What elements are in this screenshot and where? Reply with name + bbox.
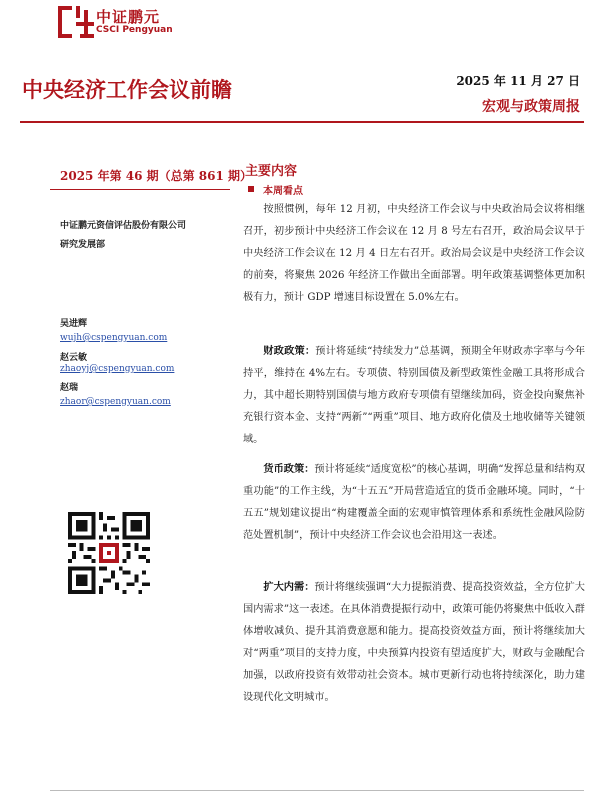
qr-code-icon [68, 512, 150, 594]
monetary-paragraph [243, 458, 585, 547]
fiscal-paragraph [243, 340, 585, 451]
company-logo-icon [58, 4, 94, 40]
brand-name: 中证鹏元 [96, 8, 161, 26]
department-name: 研究发展部 [60, 240, 106, 250]
fiscal-text: 预计将延续“持续发力”总基调，预期全年财政赤字率与今年持平，维持在 4%左右。专项债、特别国债及新型政策性金融工具将形成合力，其中超长期特别国债与地方政府专项债有望继续加码，资金投向聚焦补充银行资本金、支持“两新”“两重”项目、地方政府化债及土地收储等关键领域。 [243, 346, 586, 445]
issue-divider [50, 189, 230, 190]
demand-paragraph [243, 576, 585, 709]
issue-number: 2025 年第 46 期（总第 861 期） [60, 169, 253, 183]
fiscal-lead: 财政政策： [263, 345, 316, 357]
demand-text: 预计将继续强调“大力提振消费、提高投资效益，全方位扩大国内需求”这一表述。在具体消费提振行动中，政策可能仍将聚焦中低收入群体增收减负、提升其消费意愿和能力。提高投资效益方面，预计将继续加大对“两重”项目的支持力度，中央预算内投资有望适度扩大，财政与金融配合加强，以政府投资有效带动社会资本。城市更新行动也将持续深化，助力建设现代化文明城市。 [243, 582, 585, 703]
monetary-lead: 货币政策： [263, 463, 315, 475]
author-name: 吴进辉 [60, 319, 88, 329]
footer-divider [50, 790, 584, 791]
author-name: 赵瑞 [60, 383, 79, 393]
report-series: 宏观与政策周报 [482, 99, 580, 115]
main-heading: 主要内容 [245, 164, 298, 179]
company-name: 中证鹏元资信评估股份有限公司 [60, 221, 187, 231]
header-divider [20, 121, 584, 123]
demand-lead: 扩大内需： [263, 581, 315, 593]
report-title: 中央经济工作会议前瞻 [22, 78, 232, 102]
section-label: 本周看点 [263, 186, 303, 197]
author-email-link[interactable]: wujh@cspengyuan.com [60, 333, 168, 343]
author-email-link[interactable]: zhaor@cspengyuan.com [60, 397, 171, 407]
author-name: 赵云敏 [60, 353, 88, 363]
intro-paragraph: 按照惯例，每年 12 月初，中央经济工作会议与中央政治局会议将相继召开，初步预计中央经济工作会议在 12 月 8 号左右召开，政治局会议早于中央经济工作会议在 12 月 4 日左右召开。政治局会议是中央经济工作会议的前奏，将聚焦 2026 年经济工作做出全面部署。明年政策基调整体更加积极有力，预计 GDP 增速目标设置在 5.0%左右。 [243, 204, 585, 303]
monetary-text: 预计将延续“适度宽松”的核心基调，明确“发挥总量和结构双重功能”的工作主线，为“十五五”开局营造适宜的货币金融环境。同时，“十五五”规划建议提出“构建覆盖全面的宏观审慎管理体系和系统性金融风险防范处置机制”，预计中央经济工作会议也会沿用这一表述。 [243, 464, 586, 541]
brand-name-en: CSCI Pengyuan [96, 25, 173, 35]
author-email-link[interactable]: zhaoyj@cspengyuan.com [60, 364, 175, 374]
section-bullet-icon [248, 186, 254, 192]
report-date: 2025 年 11 月 27 日 [456, 74, 580, 88]
